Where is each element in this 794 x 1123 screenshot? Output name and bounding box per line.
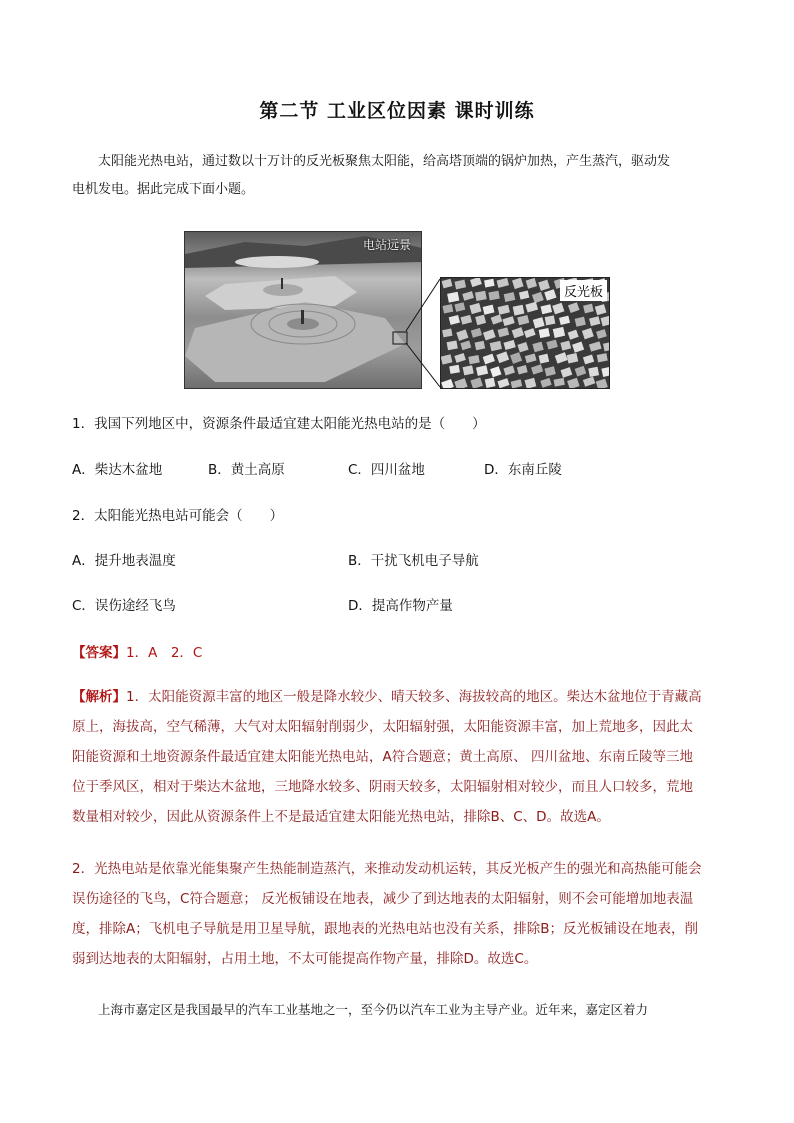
analysis-paragraph-2 bbox=[72, 854, 724, 974]
reflector-panel bbox=[524, 328, 536, 338]
reflector-panel bbox=[488, 291, 499, 301]
reflector-panel bbox=[526, 278, 537, 289]
reflector-panel bbox=[498, 327, 510, 337]
answer-tag: 【答案】 bbox=[72, 645, 126, 661]
main-photo-label: 电站远景 bbox=[362, 238, 411, 252]
reflector-panel bbox=[456, 329, 468, 340]
reflector-panel bbox=[490, 341, 502, 351]
reflector-panel bbox=[460, 341, 471, 351]
intro-paragraph bbox=[72, 148, 732, 204]
reflector-panel bbox=[442, 328, 452, 337]
q2-option-b: B．干扰飞机电子导航 bbox=[348, 553, 479, 569]
q1-option-c: C．四川盆地 bbox=[348, 462, 425, 478]
analysis-paragraph-1 bbox=[72, 682, 724, 832]
q1-option-d: D．东南丘陵 bbox=[484, 462, 562, 478]
reflector-panel bbox=[544, 366, 555, 376]
reflector-panel bbox=[502, 316, 514, 326]
reflector-panel bbox=[525, 302, 538, 313]
reflector-panel bbox=[491, 314, 503, 324]
q2-option-c: C．误伤途经飞鸟 bbox=[72, 598, 176, 614]
reflector-panel bbox=[447, 340, 458, 350]
reflector-panel bbox=[468, 355, 479, 364]
reflector-panel bbox=[601, 366, 610, 377]
reflector-panel bbox=[454, 378, 467, 389]
reflector-panel bbox=[568, 302, 580, 313]
reflector-panel bbox=[443, 304, 454, 313]
reflector-panel bbox=[582, 328, 594, 339]
reflector-panel bbox=[597, 353, 608, 362]
reflector-panel bbox=[496, 351, 509, 363]
reflector-panel bbox=[583, 355, 594, 365]
analysis-line: 度，排除A；飞机电子导航是用卫星导航，跟地表的光热电站也没有关系，排除B；反光板铺设在地表，削 bbox=[72, 921, 698, 937]
reflector-panel bbox=[497, 278, 509, 288]
reflector-panel bbox=[490, 366, 501, 377]
analysis-line: 原上，海拔高，空气稀薄，大气对太阳辐射削弱少，太阳辐射强，太阳能资源丰富，加上荒地多，因此太 bbox=[72, 719, 693, 735]
reflector-closeup-photo bbox=[440, 277, 610, 389]
reflector-panel bbox=[525, 353, 537, 363]
analysis-line: 阳能资源和土地资源条件最适宜建太阳能光热电站，A符合题意；黄土高原、 四川盆地、东南丘陵等三地 bbox=[72, 749, 694, 765]
reflector-panel bbox=[595, 304, 607, 315]
reflector-panel bbox=[485, 378, 496, 388]
analysis-line: 2．光热电站是依靠光能集聚产生热能制造蒸汽，来推动发动机运转，其反光板产生的强光和高热能可能会 bbox=[72, 861, 702, 877]
reflector-panel bbox=[572, 342, 584, 353]
reflector-panel bbox=[532, 292, 544, 303]
q2-option-a: A．提升地表温度 bbox=[72, 553, 176, 569]
reflector-panel bbox=[568, 330, 579, 340]
question-1-stem: 1．我国下列地区中，资源条件最适宜建太阳能光热电站的是（ ） bbox=[72, 416, 486, 432]
reflector-panel bbox=[470, 377, 483, 389]
reflector-panel bbox=[512, 278, 524, 289]
reflector-panel bbox=[469, 303, 481, 314]
reflector-panel bbox=[519, 291, 529, 300]
reflector-panel bbox=[498, 305, 510, 315]
reflector-panel bbox=[539, 328, 550, 338]
reflector-panel bbox=[497, 378, 509, 388]
reflector-panel bbox=[483, 354, 495, 365]
reflector-panel bbox=[601, 315, 610, 326]
reflector-panel bbox=[441, 379, 454, 389]
reflector-panel bbox=[596, 379, 608, 389]
reflector-panel bbox=[554, 378, 565, 387]
reflector-panel bbox=[525, 378, 537, 389]
reflector-panel bbox=[541, 304, 553, 314]
reflector-panel bbox=[560, 341, 571, 351]
reflector-panel bbox=[546, 340, 557, 350]
reflector-panel bbox=[484, 279, 495, 288]
reflector-panel bbox=[544, 289, 556, 300]
reflector-panel bbox=[475, 291, 487, 301]
reflector-panel bbox=[503, 366, 515, 376]
page-title: 第二节 工业区位因素 课时训练 bbox=[259, 100, 535, 122]
analysis-line: 弱到达地表的太阳辐射，占用土地，不太可能提高作物产量，排除D。故选C。 bbox=[72, 951, 538, 967]
answer-line bbox=[72, 641, 202, 661]
reflector-panel bbox=[589, 316, 600, 326]
reflector-panel bbox=[555, 352, 568, 363]
reflector-panel bbox=[545, 315, 556, 325]
reflector-panel bbox=[462, 291, 474, 301]
reflector-panel bbox=[463, 365, 474, 375]
reflector-panel bbox=[603, 341, 610, 351]
reflector-panel bbox=[540, 378, 551, 388]
analysis-line: 误伤途径的飞鸟，C符合题意； 反光板铺设在地表，减少了到达地表的太阳辐射，则不会可能增加地表温 bbox=[72, 891, 694, 907]
reflector-panel bbox=[504, 292, 516, 302]
reflector-panel bbox=[532, 342, 543, 353]
reflector-panel bbox=[441, 354, 452, 364]
reflector-panel bbox=[460, 315, 472, 325]
reflector-panel bbox=[470, 278, 482, 287]
reflector-panel bbox=[575, 366, 587, 377]
reflector-panel bbox=[513, 305, 525, 316]
reflector-panel bbox=[589, 341, 602, 351]
reflector-panel bbox=[454, 280, 466, 290]
reflector-panel bbox=[483, 305, 495, 315]
reflector-panel bbox=[533, 317, 545, 328]
next-passage bbox=[72, 998, 732, 1022]
reflector-panel bbox=[476, 365, 488, 376]
reflector-panel bbox=[583, 377, 595, 387]
reflector-panel bbox=[517, 365, 528, 374]
reflector-panel bbox=[449, 365, 460, 374]
reflector-panel bbox=[447, 292, 459, 303]
reflector-panel bbox=[583, 304, 594, 314]
intro-line-1: 太阳能光热电站，通过数以十万计的反光板聚焦太阳能，给高塔顶端的锅炉加热，产生蒸汽，驱动发 bbox=[98, 154, 671, 169]
reflector-panel bbox=[596, 329, 607, 339]
reflector-panel bbox=[454, 353, 466, 363]
reflector-panel bbox=[504, 340, 516, 350]
answer-text: 1．A 2．C bbox=[126, 645, 203, 661]
analysis-line: 位于季风区，相对于柴达木盆地，三地降水较多、阴雨天较多，太阳辐射相对较少，而且人口较多，荒地 bbox=[72, 779, 693, 795]
reflector-panel bbox=[567, 378, 580, 389]
reflector-panel bbox=[538, 280, 550, 291]
analysis-line: 【解析】1．太阳能资源丰富的地区一般是降水较少、晴天较多、海拔较高的地区。柴达木盆地位于青藏高 bbox=[72, 689, 702, 705]
question-2-stem: 2．太阳能光热电站可能会（ ） bbox=[72, 508, 284, 524]
next-passage-line-1: 上海市嘉定区是我国最早的汽车工业基地之一，至今仍以汽车工业为主导产业。近年来，嘉定区着力 bbox=[98, 1002, 649, 1017]
reflector-panel bbox=[511, 379, 523, 388]
reflector-panel bbox=[475, 341, 486, 351]
intro-line-2: 电机发电。据此完成下面小题。 bbox=[72, 182, 255, 197]
reflector-panel bbox=[475, 315, 486, 326]
reflector-panel bbox=[510, 352, 522, 364]
reflector-panel bbox=[483, 329, 496, 340]
reflector-panel bbox=[553, 327, 565, 338]
reflector-panel bbox=[575, 317, 586, 327]
reflector-panel bbox=[567, 353, 579, 363]
reflector-panel bbox=[588, 367, 599, 377]
reflector-panel bbox=[559, 316, 570, 325]
reflector-panel bbox=[531, 364, 543, 374]
reflector-panel bbox=[471, 328, 482, 338]
reflector-panel bbox=[517, 342, 528, 352]
reflector-panel bbox=[449, 315, 460, 325]
q2-option-d: D．提高作物产量 bbox=[348, 598, 453, 614]
analysis-tag: 【解析】 bbox=[72, 689, 126, 705]
reflector-panel bbox=[560, 367, 572, 378]
q1-option-a: A．柴达木盆地 bbox=[72, 462, 163, 478]
q1-option-b: B．黄土高原 bbox=[208, 462, 285, 478]
inset-photo-label: 反光板 bbox=[560, 280, 607, 301]
analysis-line: 数量相对较少，因此从资源条件上不是最适宜建太阳能光热电站，排除B、C、D。故选A。 bbox=[72, 809, 610, 825]
reflector-panel bbox=[539, 354, 550, 364]
reflector-panel bbox=[442, 279, 453, 289]
reflector-panel bbox=[512, 327, 524, 338]
reflector-panel bbox=[517, 315, 529, 325]
reflector-panel bbox=[552, 303, 564, 315]
solar-station-figure bbox=[184, 231, 612, 391]
reflector-panel bbox=[454, 302, 465, 312]
